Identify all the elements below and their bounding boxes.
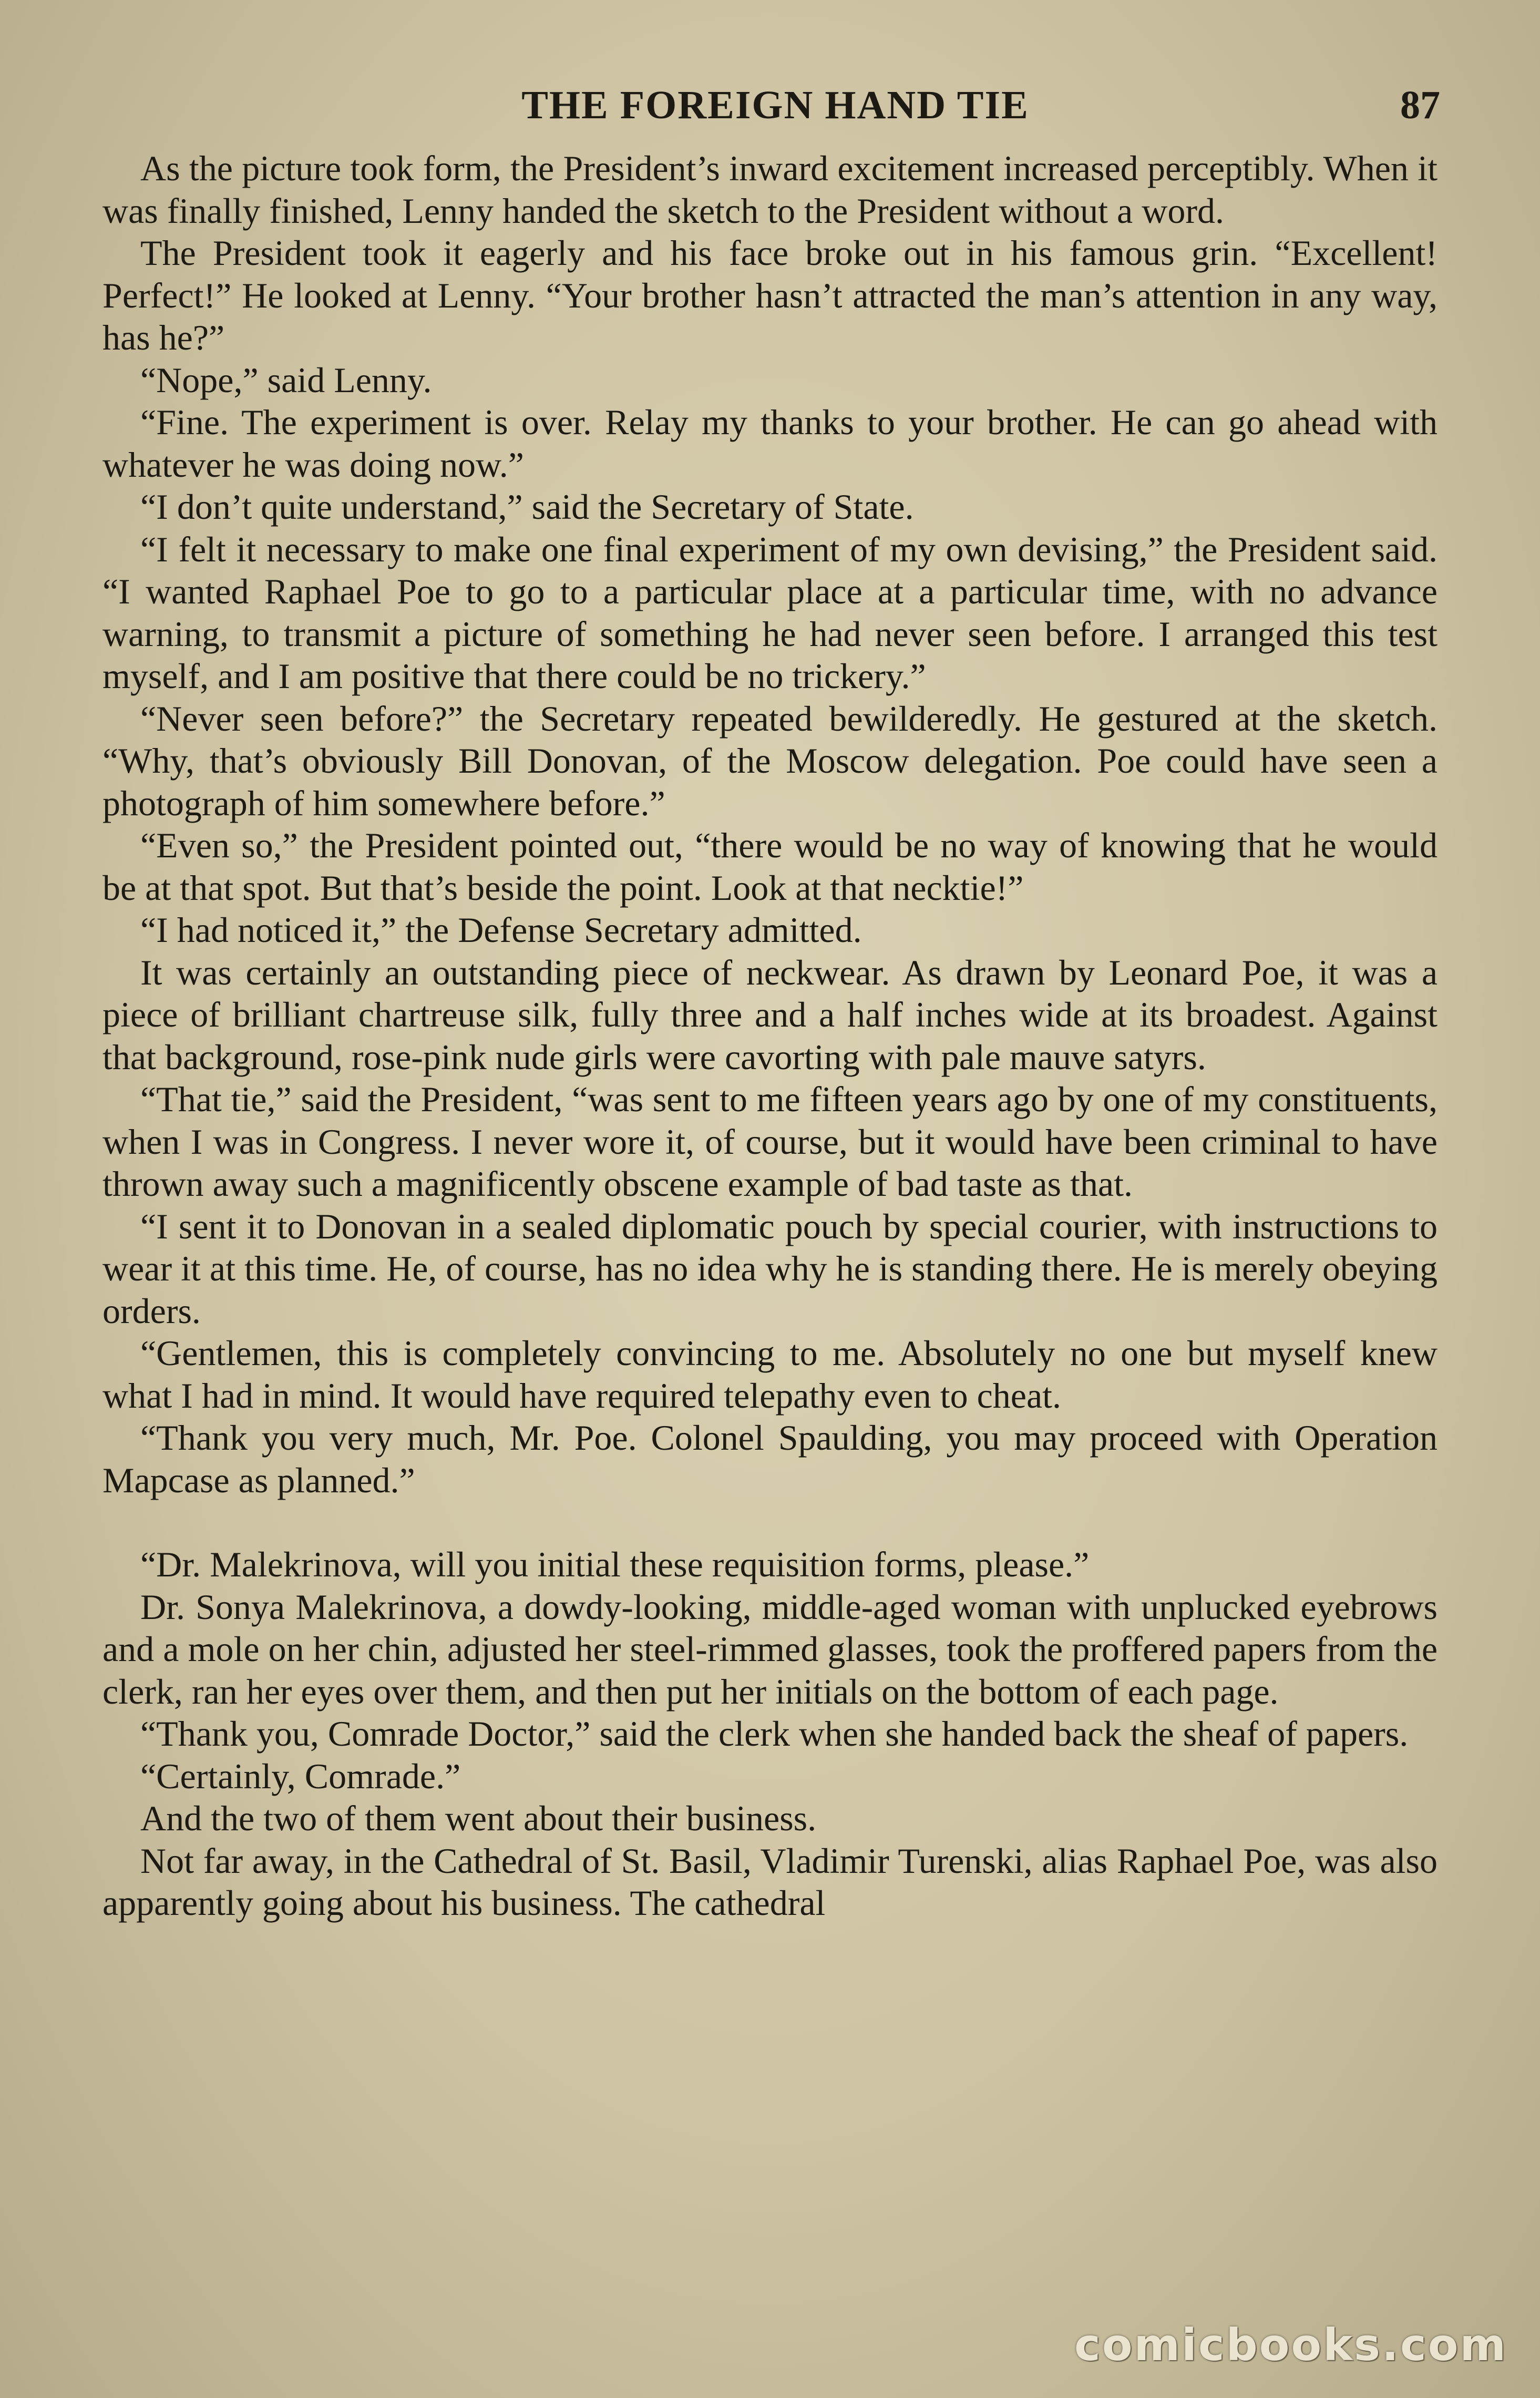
page-number: 87 [1400, 83, 1440, 127]
paragraph: “Certainly, Comrade.” [140, 1756, 461, 1796]
paragraph: “Nope,” said Lenny. [140, 360, 432, 400]
paragraph: “Fine. The experiment is over. Relay my thanks to your brother. He can go ahead with whatever he was doing now.” [102, 402, 1438, 485]
paragraph: It was certainly an outstanding piece of neckwear. As drawn by Leonard Poe, it was a piece of brilliant chartreuse silk, fully three and a half inches wide at its broadest. Against that background, rose-pink nude girls were cavorting with pale mauve satyrs. [102, 952, 1438, 1077]
watermark: comicbooks.com [1074, 2319, 1507, 2371]
body-text [102, 147, 1438, 1924]
paragraph: “I don’t quite understand,” said the Secretary of State. [140, 487, 914, 527]
paragraph: “Gentlemen, this is completely convincing to me. Absolutely no one but myself knew what I had in mind. It would have required telepathy even to cheat. [102, 1333, 1438, 1416]
paragraph: “I sent it to Donovan in a sealed diplomatic pouch by special courier, with instructions to wear it at this time. He, of course, has no idea why he is standing there. He is merely obeying orders. [102, 1206, 1438, 1331]
running-title: THE FOREIGN HAND TIE [521, 83, 1029, 127]
running-head [110, 76, 1440, 134]
paragraph: Dr. Sonya Malekrinova, a dowdy-looking, middle-aged woman with unplucked eyebrows and a mole on her chin, adjusted her steel-rimmed glasses, took the proffered papers from the clerk, ran her eyes over them, and then put her initials on the bottom of each page. [102, 1586, 1438, 1712]
paragraph: As the picture took form, the President’s inward excitement increased perceptibly. When it was finally finished, Lenny handed the sketch to the President without a word. [102, 148, 1438, 231]
section-break [102, 1501, 1438, 1543]
paragraph: “I had noticed it,” the Defense Secretary admitted. [140, 910, 862, 950]
paragraph: “Thank you very much, Mr. Poe. Colonel Spaulding, you may proceed with Operation Mapcase as planned.” [102, 1418, 1438, 1500]
paragraph: “Even so,” the President pointed out, “there would be no way of knowing that he would be at that spot. But that’s beside the point. Look at that necktie!” [102, 825, 1438, 908]
paragraph: “Thank you, Comrade Doctor,” said the clerk when she handed back the sheaf of papers. [140, 1714, 1409, 1754]
paragraph: “Never seen before?” the Secretary repeated bewilderedly. He gestured at the sketch. “Why, that’s obviously Bill Donovan, of the Moscow delegation. Poe could have seen a photograph of him somewhere before.” [102, 698, 1438, 823]
paragraph: “Dr. Malekrinova, will you initial these requisition forms, please.” [140, 1544, 1090, 1584]
paragraph: “I felt it necessary to make one final experiment of my own devising,” the President said. “I wanted Raphael Poe to go to a particular place at a particular time, with no advance warning, to transmit a picture of something he had never seen before. I arranged this test myself, and I am positive that there could be no trickery.” [102, 529, 1438, 696]
paragraph: And the two of them went about their business. [140, 1798, 817, 1838]
paragraph: “That tie,” said the President, “was sent to me fifteen years ago by one of my constituents, when I was in Congress. I never wore it, of course, but it would have been criminal to have thrown away such a magnificently obscene example of bad taste as that. [102, 1079, 1438, 1204]
paragraph: The President took it eagerly and his face broke out in his famous grin. “Excellent! Perfect!” He looked at Lenny. “Your brother hasn’t attracted the man’s attention in any way, has he?” [102, 233, 1438, 357]
paragraph: Not far away, in the Cathedral of St. Basil, Vladimir Turenski, alias Raphael Poe, was also apparently going about his business. The cathedral [102, 1840, 1438, 1923]
